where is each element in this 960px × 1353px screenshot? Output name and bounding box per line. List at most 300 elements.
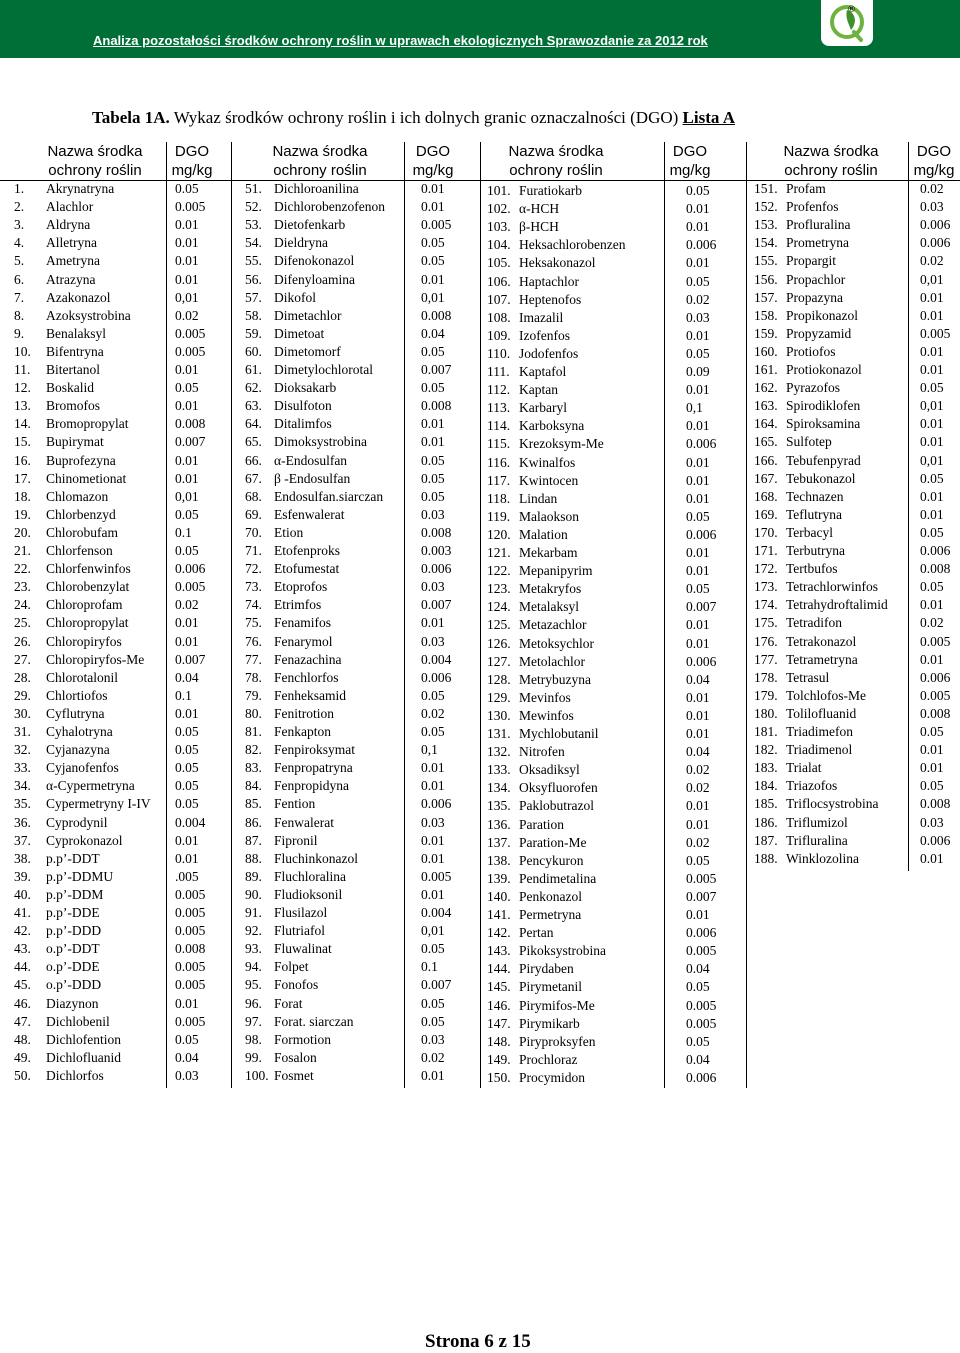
substance-name: Tetrahydroftalimid (786, 597, 888, 613)
list-item (245, 489, 383, 505)
list-item (14, 525, 118, 541)
list-item (754, 778, 837, 794)
item-number: 169. (754, 506, 778, 522)
list-item (14, 615, 129, 631)
dgo-value: 0.004 (421, 651, 452, 667)
dgo-value: 0.03 (920, 814, 944, 830)
dgo-value: 0.005 (175, 886, 206, 902)
list-item (245, 905, 327, 921)
item-number: 133. (487, 762, 511, 778)
substance-name: Fenazachina (274, 651, 342, 667)
list-item (487, 1016, 580, 1032)
substance-name: Tetradifon (786, 615, 843, 631)
substance-name: Dimetylochlorotal (274, 362, 373, 377)
substance-name: Paration (519, 816, 564, 832)
list-item (754, 217, 850, 233)
item-number: 62. (245, 380, 262, 396)
list-item (754, 688, 866, 704)
item-number: 70. (245, 524, 262, 540)
item-number: 30. (14, 705, 31, 721)
item-number: 110. (487, 345, 511, 361)
substance-name: Fluchinkonazol (274, 850, 358, 866)
dgo-value: 0.05 (920, 524, 944, 540)
list-item (14, 253, 100, 269)
dgo-value: 0.01 (920, 343, 944, 359)
substance-name: Pyrazofos (786, 380, 840, 396)
substance-name: Mekarbam (519, 545, 578, 560)
substance-name: Prochloraz (519, 1051, 578, 1067)
list-item (245, 453, 347, 469)
column-divider (664, 142, 665, 1088)
list-item (754, 272, 845, 288)
item-number: 56. (245, 271, 262, 287)
substance-name: Esfenwalerat (274, 506, 345, 522)
substance-name: Tertbufos (786, 561, 838, 577)
list-item (487, 1052, 577, 1068)
dgo-value: 0.007 (421, 597, 452, 613)
dgo-value: 0.01 (686, 490, 710, 506)
dgo-value: 0.01 (421, 832, 445, 848)
substance-name: Mevinfos (519, 689, 571, 705)
dgo-value: 0.01 (421, 416, 445, 432)
substance-name: Flusilazol (274, 905, 328, 920)
item-number: 41. (14, 905, 31, 920)
substance-name: Fention (274, 796, 316, 812)
list-item (245, 181, 359, 197)
substance-name: Nitrofen (519, 744, 565, 760)
list-item (14, 1014, 110, 1030)
substance-name: Mychlobutanil (519, 726, 599, 741)
substance-name: Fenpropidyna (274, 778, 349, 794)
item-number: 50. (14, 1067, 31, 1083)
dgo-value: 0.01 (686, 472, 710, 488)
item-number: 96. (245, 995, 262, 1011)
list-item (14, 326, 106, 342)
list-item (754, 253, 836, 269)
list-item (487, 1070, 585, 1086)
item-number: 39. (14, 868, 31, 884)
list-item (245, 869, 346, 885)
list-item (245, 778, 349, 794)
substance-name: Chloropropylat (46, 615, 129, 631)
column-divider (746, 142, 747, 1088)
substance-name: Profenfos (786, 199, 839, 215)
item-number: 187. (754, 832, 778, 848)
substance-name: Piryproksyfen (519, 1033, 596, 1049)
item-number: 15. (14, 434, 31, 450)
list-item (245, 724, 331, 740)
substance-name: Dimetachlor (274, 307, 342, 323)
substance-name: Oksyfluorofen (519, 780, 598, 796)
list-item (14, 199, 93, 215)
item-number: 109. (487, 327, 511, 343)
item-number: 154. (754, 235, 778, 251)
dgo-value: 0.008 (421, 524, 452, 540)
item-number: 99. (245, 1049, 262, 1065)
item-number: 14. (14, 416, 31, 432)
item-number: 143. (487, 943, 511, 959)
dgo-value: 0.005 (686, 870, 717, 886)
substance-name: Spirodiklofen (786, 398, 861, 414)
dgo-value: 0.01 (421, 271, 445, 287)
list-item (754, 235, 849, 251)
item-number: 86. (245, 814, 262, 830)
substance-name: Fenkapton (274, 724, 331, 739)
item-number: 83. (245, 760, 262, 776)
dgo-value: 0.03 (421, 814, 445, 830)
list-item (754, 796, 879, 812)
dgo-value: 0.008 (421, 398, 452, 414)
substance-name: Fenamifos (274, 615, 331, 631)
item-number: 53. (245, 217, 262, 233)
item-number: 65. (245, 434, 262, 450)
substance-name: Metolachlor (519, 653, 585, 669)
substance-name: Malaokson (519, 508, 579, 524)
substance-name: Dichlorfos (46, 1067, 104, 1083)
dgo-value: 0.01 (920, 651, 944, 667)
item-number: 123. (487, 581, 511, 597)
item-number: 3. (14, 217, 25, 233)
substance-name: Dietofenkarb (274, 217, 346, 233)
substance-name: Ditalimfos (274, 416, 332, 432)
column-divider (404, 142, 405, 1088)
substance-name: Formotion (274, 1031, 332, 1047)
list-item (754, 290, 843, 306)
item-number: 75. (245, 615, 262, 631)
item-number: 165. (754, 434, 778, 450)
item-number: 37. (14, 832, 31, 848)
list-item (754, 543, 845, 559)
item-number: 111. (487, 364, 510, 379)
substance-name: Chloropiryfos-Me (46, 651, 145, 667)
substance-name: Cyprodynil (46, 814, 108, 830)
dgo-value: 0.05 (920, 778, 944, 794)
dgo-value: 0.05 (920, 380, 944, 396)
list-item (14, 706, 105, 722)
list-item (245, 597, 321, 613)
dgo-value: 0.1 (175, 687, 192, 703)
column-header-dgo: DGO mg/kg (669, 143, 711, 179)
table-caption: Tabela 1A. Wykaz środków ochrony roślin i ich dolnych granic oznaczalności (DGO) Lista A (92, 108, 735, 127)
substance-name: α-HCH (519, 201, 560, 217)
substance-name: Terbutryna (786, 543, 846, 558)
dgo-value: 0.09 (686, 364, 710, 379)
dgo-value: 0.01 (920, 416, 944, 432)
list-item (14, 778, 135, 794)
list-item (14, 235, 97, 251)
substance-name: o.p’-DDT (46, 941, 100, 957)
item-number: 88. (245, 850, 262, 866)
dgo-value: 0.04 (686, 961, 710, 977)
substance-name: Chlorfenson (46, 543, 113, 558)
dgo-value: 0.01 (686, 201, 710, 217)
list-item (754, 525, 833, 541)
item-number: 105. (487, 255, 511, 271)
list-item (754, 416, 860, 432)
item-number: 108. (487, 309, 511, 325)
substance-name: Lindan (519, 490, 558, 506)
item-number: 174. (754, 597, 778, 613)
list-item (245, 941, 332, 957)
list-item (245, 1050, 317, 1066)
list-item (245, 1014, 353, 1030)
dgo-value: 0.03 (421, 633, 445, 649)
item-number: 6. (14, 271, 25, 287)
substance-name: Cyjanazyna (46, 742, 110, 758)
list-item (487, 925, 554, 941)
substance-name: Flutriafol (274, 923, 325, 939)
list-item (14, 579, 129, 595)
dgo-value: 0.05 (421, 452, 445, 468)
registered-mark-icon: ® (847, 5, 856, 15)
item-number: 38. (14, 850, 31, 866)
list-item (754, 362, 862, 378)
item-number: 23. (14, 579, 31, 595)
item-number: 119. (487, 508, 511, 524)
item-number: 32. (14, 742, 31, 758)
substance-name: Pirydaben (519, 961, 574, 977)
substance-name: Ametryna (46, 253, 100, 269)
header-band (0, 0, 960, 58)
item-number: 164. (754, 416, 778, 432)
page-number: Strona 6 z 15 (425, 1331, 531, 1352)
list-item (245, 199, 385, 215)
substance-name: Protiofos (786, 343, 836, 359)
dgo-value: 0.01 (421, 886, 445, 902)
dgo-value: 0.02 (686, 762, 710, 778)
substance-name: Triazofos (786, 778, 838, 794)
item-number: 118. (487, 490, 511, 506)
list-item (487, 364, 566, 380)
dgo-value: 0.02 (421, 705, 445, 721)
item-number: 104. (487, 237, 511, 253)
list-item (14, 290, 110, 306)
column-header-name: Nazwa środka ochrony roślin (272, 143, 368, 179)
substance-name: Kaptan (519, 382, 558, 398)
item-number: 146. (487, 997, 511, 1013)
substance-name: Procymidon (519, 1069, 585, 1085)
substance-name: Dichlorobenzofenon (274, 199, 385, 215)
item-number: 13. (14, 398, 31, 414)
item-number: 21. (14, 543, 31, 558)
item-number: 142. (487, 925, 511, 941)
item-number: 152. (754, 199, 778, 215)
dgo-value: 0.01 (920, 434, 944, 450)
dgo-value: 0.01 (686, 707, 710, 723)
dgo-value: 0.02 (686, 780, 710, 796)
dgo-value: 0.003 (421, 543, 452, 558)
list-item (245, 760, 353, 776)
dgo-value: 0.01 (421, 850, 445, 866)
dgo-value: 0.01 (920, 289, 944, 305)
list-item (487, 617, 586, 633)
list-item (487, 708, 574, 724)
list-item (245, 525, 303, 541)
list-item (245, 634, 333, 650)
substance-name: Pendimetalina (519, 870, 597, 886)
item-number: 158. (754, 307, 778, 323)
dgo-value: 0.01 (920, 488, 944, 504)
dgo-value: 0.03 (421, 1031, 445, 1047)
substance-name: Boskalid (46, 380, 95, 396)
dgo-value: 0.01 (175, 615, 199, 631)
substance-name: Pirymikarb (519, 1015, 580, 1031)
dgo-value: 0.05 (920, 724, 944, 739)
list-item (754, 706, 856, 722)
item-number: 82. (245, 742, 262, 758)
substance-name: Propargit (786, 253, 836, 269)
item-number: 175. (754, 615, 778, 631)
item-number: 19. (14, 506, 31, 522)
dgo-value: 0.01 (686, 563, 710, 579)
list-item (487, 255, 595, 271)
substance-name: Izofenfos (519, 327, 570, 343)
substance-name: Fenheksamid (274, 687, 346, 703)
list-item (245, 887, 342, 903)
dgo-value: 0.01 (175, 705, 199, 721)
item-number: 149. (487, 1051, 511, 1067)
dgo-value: 0.007 (175, 651, 206, 667)
dgo-value: 0.05 (686, 581, 710, 597)
dgo-value: 0.01 (686, 255, 710, 271)
substance-name: Dimetomorf (274, 343, 341, 359)
dgo-value: 0.01 (175, 217, 199, 233)
item-number: 35. (14, 796, 31, 812)
substance-name: Kwintocen (519, 472, 579, 488)
dgo-value: 0.02 (686, 291, 710, 307)
list-item (14, 652, 144, 668)
substance-name: Heksakonazol (519, 255, 596, 271)
item-number: 136. (487, 816, 511, 832)
item-number: 44. (14, 959, 31, 975)
substance-name: Propyzamid (786, 325, 852, 341)
list-item (754, 742, 852, 758)
list-item (245, 507, 344, 523)
dgo-value: .005 (175, 868, 199, 884)
substance-name: Tebukonazol (786, 470, 856, 486)
dgo-value: 0.01 (920, 362, 944, 377)
substance-name: Malation (519, 526, 568, 542)
item-number: 66. (245, 452, 262, 468)
dgo-value: 0.005 (920, 633, 951, 649)
substance-name: Chlomazon (46, 488, 109, 504)
list-item (245, 579, 327, 595)
item-number: 128. (487, 671, 511, 687)
substance-name: Oksadiksyl (519, 762, 580, 778)
item-number: 166. (754, 452, 778, 468)
substance-name: Disulfoton (274, 398, 332, 414)
substance-name: Dikofol (274, 289, 316, 305)
dgo-value: 0.005 (175, 959, 206, 975)
list-item (487, 491, 557, 507)
list-item (245, 688, 346, 704)
item-number: 55. (245, 253, 262, 269)
substance-name: Chlorbenzyd (46, 506, 116, 522)
item-number: 74. (245, 597, 262, 613)
dgo-value: 0.05 (421, 687, 445, 703)
list-item (754, 579, 878, 595)
dgo-value: 0.006 (920, 543, 951, 558)
list-item (754, 507, 842, 523)
list-item (245, 742, 355, 758)
list-item (14, 670, 118, 686)
item-number: 12. (14, 380, 31, 396)
list-item (754, 181, 826, 197)
item-number: 68. (245, 488, 262, 504)
substance-name: Tetrachlorwinfos (786, 579, 879, 595)
dgo-value: 0.005 (175, 325, 206, 341)
dgo-value: 0.05 (421, 1013, 445, 1029)
dgo-value: 0.01 (686, 327, 710, 343)
dgo-value: 0,01 (421, 923, 445, 939)
list-item (754, 851, 859, 867)
list-item (487, 346, 578, 362)
item-number: 183. (754, 760, 778, 776)
dgo-value: 0.02 (920, 615, 944, 631)
column-header-dgo: DGO mg/kg (913, 143, 955, 179)
substance-name: Technazen (786, 488, 844, 504)
list-item (754, 380, 840, 396)
substance-name: Terbacyl (786, 524, 834, 540)
dgo-value: 0,01 (920, 398, 944, 414)
list-item (245, 833, 318, 849)
dgo-value: 0.01 (421, 199, 445, 215)
item-number: 40. (14, 886, 31, 902)
list-item (487, 292, 581, 308)
substance-name: Metalaksyl (519, 599, 579, 615)
substance-name: Cyflutryna (46, 705, 105, 721)
substance-name: Dimoksystrobina (274, 434, 367, 450)
list-item (14, 977, 101, 993)
substance-name: Fipronil (274, 832, 318, 848)
dgo-value: 0.04 (686, 744, 710, 760)
substance-name: Triflumizol (786, 814, 848, 830)
list-item (487, 473, 578, 489)
list-item (487, 998, 595, 1014)
item-number: 139. (487, 870, 511, 886)
dgo-value: 0.01 (421, 760, 445, 776)
item-number: 144. (487, 961, 511, 977)
item-number: 140. (487, 888, 511, 904)
substance-name: Etion (274, 524, 304, 540)
list-item (14, 905, 100, 921)
substance-name: Tebufenpyrad (786, 452, 861, 468)
item-number: 168. (754, 488, 778, 504)
dgo-value: 0.01 (920, 307, 944, 323)
item-number: 60. (245, 343, 262, 359)
list-item (14, 398, 100, 414)
dgo-value: 0.04 (686, 671, 710, 687)
column-header-name: Nazwa środka ochrony roślin (47, 143, 143, 179)
dgo-value: 0.05 (421, 380, 445, 396)
list-item (14, 688, 108, 704)
dgo-value: 0.008 (421, 307, 452, 323)
dgo-value: 0.05 (175, 742, 199, 758)
substance-name: Spiroksamina (786, 416, 861, 432)
substance-name: Metrybuzyna (519, 671, 591, 687)
substance-name: p.p’-DDMU (46, 868, 114, 884)
substance-name: Paration-Me (519, 834, 587, 850)
substance-name: β-HCH (519, 219, 559, 235)
list-item (754, 434, 832, 450)
list-item (754, 561, 838, 577)
substance-name: Chloroprofam (46, 597, 123, 613)
dgo-value: 0.008 (920, 705, 951, 721)
dgo-value: 0.005 (686, 943, 717, 959)
item-number: 52. (245, 199, 262, 215)
substance-name: Jodofenfos (519, 345, 579, 361)
list-item (487, 780, 598, 796)
